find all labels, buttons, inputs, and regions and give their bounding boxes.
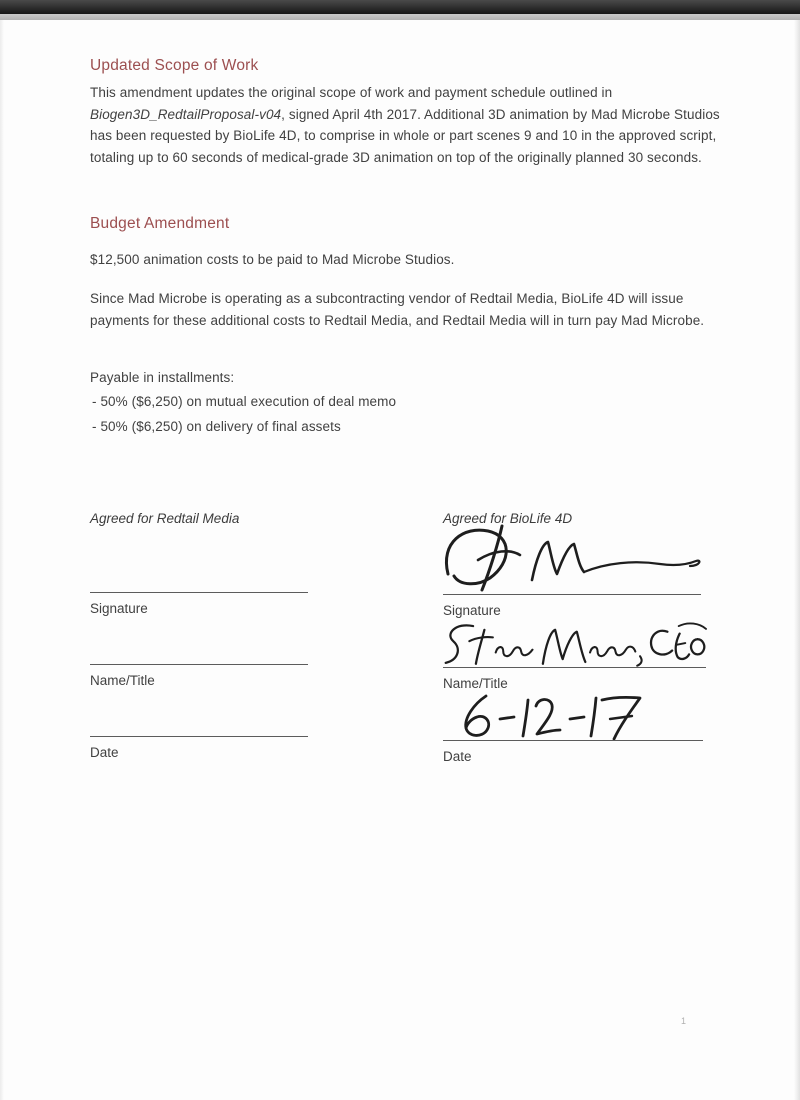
installment-item-1: - 50% ($6,250) on mutual execution of deal memo [92, 394, 397, 409]
proposal-filename: Biogen3D_RedtailProposal-v04 [90, 106, 282, 122]
biolife-date-line [443, 740, 703, 741]
biolife-date-label: Date [443, 749, 472, 764]
installment-item-2: - 50% ($6,250) on delivery of final assets [92, 419, 341, 434]
scan-right-edge [794, 0, 800, 1100]
scope-heading: Updated Scope of Work [90, 57, 259, 74]
redtail-signature-line [90, 592, 308, 593]
budget-heading: Budget Amendment [90, 215, 230, 232]
scope-paragraph-end: , signed April 4th 2017. Additional 3D animation by Mad Microbe Studios has been requested by BioLife 4D, to comprise in whole or part scenes 9 and 10 in the approved script, totaling up to 60 seconds of medical-grade 3D animation on top of the originally planned 30 seconds. [90, 106, 720, 165]
page-number: 1 [681, 1016, 687, 1026]
biolife-name-label: Name/Title [443, 676, 508, 691]
biolife-signature-label: Signature [443, 603, 501, 618]
biolife-name-line [443, 667, 706, 668]
scan-left-edge [0, 0, 4, 1100]
redtail-name-line [90, 664, 308, 665]
animation-cost-line: $12,500 animation costs to be paid to Mad Microbe Studios. [90, 252, 455, 267]
subcontract-paragraph: Since Mad Microbe is operating as a subcontracting vendor of Redtail Media, BioLife 4D will issue payments for these additional costs to Redtail Media, and Redtail Media will in turn pay Mad Microbe. [90, 291, 705, 328]
scope-paragraph [90, 82, 720, 168]
scan-bottom-bar [0, 0, 800, 14]
handwritten-date [452, 692, 670, 742]
agreed-for-redtail: Agreed for Redtail Media [90, 511, 240, 526]
redtail-name-label: Name/Title [90, 673, 155, 688]
handwritten-name-title [441, 620, 707, 668]
scope-paragraph-start: This amendment updates the original scope of work and payment schedule outlined in [90, 85, 613, 100]
installments-intro: Payable in installments: [90, 370, 235, 385]
redtail-date-label: Date [90, 745, 119, 760]
biolife-signature-line [443, 594, 701, 595]
agreed-for-biolife: Agreed for BioLife 4D [443, 511, 573, 526]
handwritten-signature [438, 522, 706, 596]
redtail-date-line [90, 736, 308, 737]
redtail-signature-label: Signature [90, 601, 148, 616]
